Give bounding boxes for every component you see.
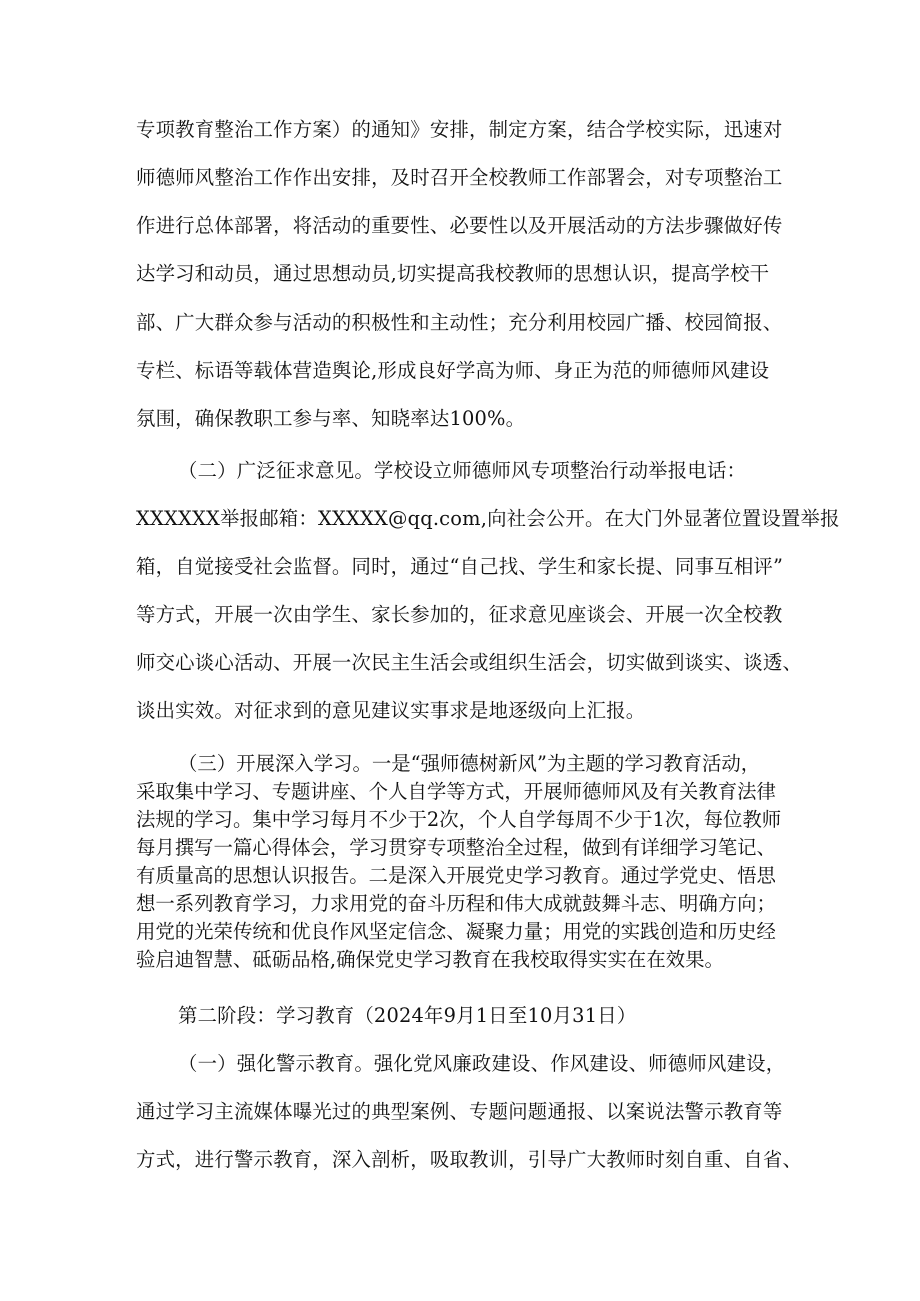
text-line: 谈出实效。对征求到的意见建议实事求是地逐级向上汇报。 — [136, 699, 646, 722]
text-line: 氛围，确保教职工参与率、知晓率达100%。 — [136, 407, 526, 430]
paragraph-heading-3: （三）开展深入学习。一是“强师德树新风”为主题的学习教育活动， — [178, 752, 761, 775]
text-line: 用党的光荣传统和优良作风坚定信念、凝聚力量；用党的实践创造和历史经 — [136, 920, 776, 943]
text-line: 有质量高的思想认识报告。二是深入开展党史学习教育。通过学党史、悟思 — [136, 864, 776, 887]
paragraph-heading-1: （一）强化警示教育。强化党风廉政建设、作风建设、师德师风建设， — [178, 1052, 786, 1075]
text-line: 等方式，开展一次由学生、家长参加的，征求意见座谈会、开展一次全校教 — [136, 603, 783, 626]
text-line: 通过学习主流媒体曝光过的典型案例、专题问题通报、以案说法警示教育等 — [136, 1100, 783, 1123]
text-line: 师德师风整治工作作出安排，及时召开全校教师工作部署会，对专项整治工 — [136, 166, 783, 189]
text-line: XXXXXX举报邮箱：XXXXX@qq.com,向社会公开。在大门外显著位置设置举报 — [136, 507, 840, 530]
text-line: 达学习和动员，通过思想动员,切实提高我校教师的思想认识，提高学校干 — [136, 262, 770, 285]
text-line: 采取集中学习、专题讲座、个人自学等方式，开展师德师风及有关教育法律 — [136, 780, 776, 803]
text-line: 想一系列教育学习，力求用党的奋斗历程和伟大成就鼓舞斗志、明确方向； — [136, 892, 776, 915]
text-line: 箱，自觉接受社会监督。同时，通过“自己找、学生和家长提、同事互相评” — [136, 555, 784, 578]
text-line: 方式，进行警示教育，深入剖析，吸取教训，引导广大教师时刻自重、自省、 — [136, 1148, 803, 1171]
text-line: 师交心谈心活动、开展一次民主生活会或组织生活会，切实做到谈实、谈透、 — [136, 651, 803, 674]
text-line: 验启迪智慧、砥砺品格,确保党史学习教育在我校取得实实在在效果。 — [136, 948, 724, 971]
paragraph-heading-2: （二）广泛征求意见。学校设立师德师风专项整治行动举报电话： — [178, 459, 747, 482]
stage-heading: 第二阶段：学习教育（2024年9月1日至10月31日） — [178, 1004, 637, 1027]
text-line: 法规的学习。集中学习每月不少于2次，个人自学每周不少于1次，每位教师 — [136, 808, 782, 831]
text-line: 专栏、标语等载体营造舆论,形成良好学高为师、身正为范的师德师风建设 — [136, 359, 770, 382]
text-line: 作进行总体部署，将活动的重要性、必要性以及开展活动的方法步骤做好传 — [136, 214, 783, 237]
text-line: 专项教育整治工作方案）的通知》安排，制定方案，结合学校实际，迅速对 — [136, 118, 783, 141]
text-line: 每月撰写一篇心得体会，学习贯穿专项整治全过程，做到有详细学习笔记、 — [136, 836, 776, 859]
text-line: 部、广大群众参与活动的积极性和主动性；充分利用校园广播、校园简报、 — [136, 311, 783, 334]
